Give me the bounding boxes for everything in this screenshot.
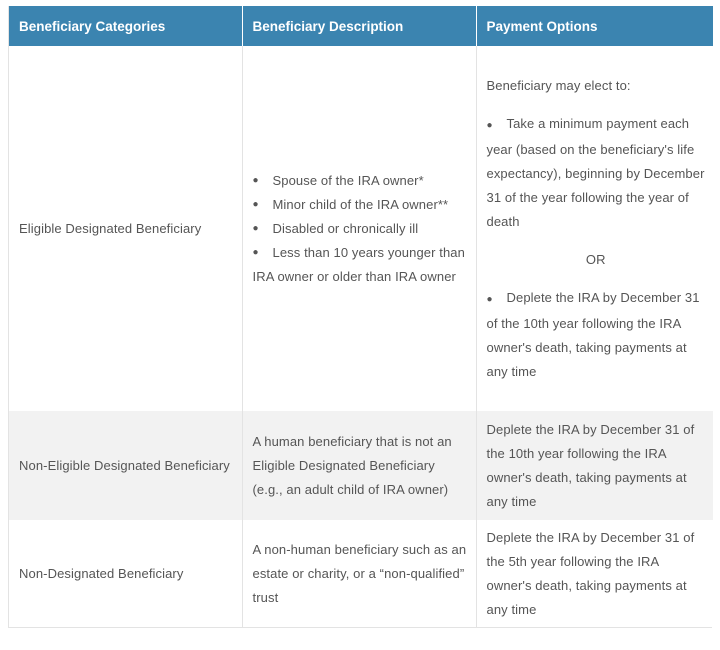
list-item xyxy=(253,169,468,193)
header-beneficiary-categories: Beneficiary Categories xyxy=(9,6,242,46)
category-cell: Eligible Designated Beneficiary xyxy=(9,46,242,411)
bullet-icon: ● xyxy=(252,246,259,258)
list-item-text: Less than 10 years younger than IRA owner or older than IRA owner xyxy=(252,244,465,284)
payment-option-1-text: Take a minimum payment each year (based on the beneficiary's life expectancy), beginning by December 31 of the year following the year of death xyxy=(486,115,705,229)
beneficiary-table xyxy=(9,6,713,627)
header-row xyxy=(9,6,713,46)
table-body xyxy=(9,46,713,627)
table-row xyxy=(9,411,713,520)
header-payment-options: Payment Options xyxy=(476,6,713,46)
table-row xyxy=(9,46,713,411)
bullet-icon: ● xyxy=(486,293,493,305)
bullet-icon: ● xyxy=(252,174,259,186)
category-cell: Non-Designated Beneficiary xyxy=(9,520,242,627)
payment-option-2 xyxy=(487,286,706,384)
payment-option-1 xyxy=(487,112,706,234)
table-row xyxy=(9,520,713,627)
category-cell: Non-Eligible Designated Beneficiary xyxy=(9,411,242,520)
list-item-text: Spouse of the IRA owner* xyxy=(272,172,424,188)
description-cell xyxy=(242,46,476,411)
list-item-text: Disabled or chronically ill xyxy=(272,220,419,236)
bullet-icon: ● xyxy=(252,198,259,210)
list-item xyxy=(253,241,468,289)
beneficiary-table-container xyxy=(8,6,712,628)
payment-intro: Beneficiary may elect to: xyxy=(486,77,631,93)
list-item xyxy=(253,193,468,217)
payment-cell: Deplete the IRA by December 31 of the 10th year following the IRA owner's death, taking payments at any time xyxy=(476,411,713,520)
list-item-text: Minor child of the IRA owner** xyxy=(272,196,449,212)
payment-or-divider: OR xyxy=(585,251,606,267)
description-list xyxy=(253,169,468,289)
table-header xyxy=(9,6,713,46)
description-cell: A non-human beneficiary such as an estate or charity, or a “non-qualified” trust xyxy=(242,520,476,627)
payment-option-2-text: Deplete the IRA by December 31 of the 10th year following the IRA owner's death, taking payments at any time xyxy=(486,289,700,379)
payment-cell xyxy=(476,46,713,411)
bullet-icon: ● xyxy=(486,119,493,131)
list-item xyxy=(253,217,468,241)
header-beneficiary-description: Beneficiary Description xyxy=(242,6,476,46)
bullet-icon: ● xyxy=(252,222,259,234)
description-cell: A human beneficiary that is not an Eligible Designated Beneficiary (e.g., an adult child of IRA owner) xyxy=(242,411,476,520)
payment-cell: Deplete the IRA by December 31 of the 5th year following the IRA owner's death, taking payments at any time xyxy=(476,520,713,627)
